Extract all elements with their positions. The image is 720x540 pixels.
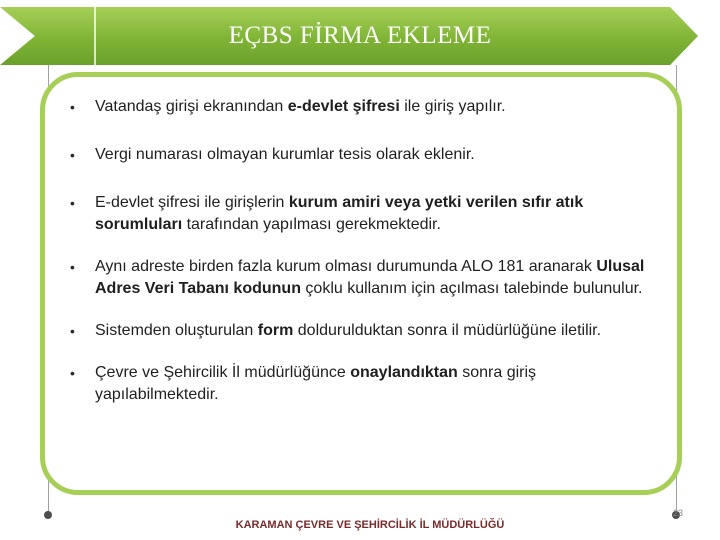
bullet-dot-icon: • (70, 259, 75, 275)
bullet-bold-run: Ulusal Adres Veri Tabanı kodunun (95, 258, 645, 297)
bullet-text (95, 146, 475, 163)
bullet-run: doldurulduktan sonra il müdürlüğüne iletilir. (293, 322, 602, 339)
bullet-dot-icon: • (70, 147, 75, 163)
bullet-run: tarafından yapılması gerekmektedir. (182, 216, 441, 233)
content-box (40, 72, 682, 495)
bullet-dot-icon: • (70, 99, 75, 115)
left-decor-dot (44, 511, 52, 519)
bullet-text (95, 194, 583, 233)
page-number: 23 (673, 508, 684, 518)
bullet-run: ile giriş yapılır. (399, 98, 506, 115)
bullet-dot-icon: • (70, 365, 75, 381)
bullet-bold-run: kurum amiri veya yetki verilen sıfır atık sorumluları (95, 194, 584, 233)
slide-title: EÇBS FİRMA EKLEME (228, 22, 492, 49)
bullet-dot-icon: • (70, 323, 75, 339)
bullet-run: sonra giriş yapılabilmektedir. (95, 364, 537, 403)
bullet-text (95, 364, 536, 403)
bullet-bold-run: e-devlet şifresi (287, 98, 400, 115)
bullet-run: çoklu kullanım için açılması talebinde bulunulur. (300, 280, 643, 297)
bullet-text (95, 322, 601, 339)
bullet-run: Vergi numarası olmayan kurumlar tesis olarak eklenir. (95, 146, 475, 163)
bullet-run: Vatandaş girişi ekranından (95, 98, 288, 115)
footer-text: KARAMAN ÇEVRE VE ŞEHİRCİLİK İL MÜDÜRLÜĞÜ (235, 519, 505, 531)
bullet-item (70, 256, 660, 300)
bullet-item (70, 96, 660, 118)
bullet-item (70, 144, 660, 166)
bullet-item (70, 362, 660, 406)
bullet-run: Sistemden oluşturulan (95, 322, 258, 339)
bullet-bold-run: form (257, 322, 294, 339)
bullet-run: E-devlet şifresi ile girişlerin (95, 194, 289, 211)
bullet-dot-icon: • (70, 195, 75, 211)
bullet-run: Çevre ve Şehircilik İl müdürlüğünce (95, 364, 351, 381)
bullet-list (70, 96, 660, 406)
banner-divider (94, 7, 96, 65)
bullet-bold-run: onaylandıktan (350, 364, 458, 381)
bullet-text (95, 258, 644, 297)
bullet-text (95, 98, 506, 115)
bullet-item (70, 192, 660, 236)
bullet-run: Aynı adreste birden fazla kurum olması durumunda ALO 181 aranarak (95, 258, 597, 275)
bullet-item (70, 320, 660, 342)
